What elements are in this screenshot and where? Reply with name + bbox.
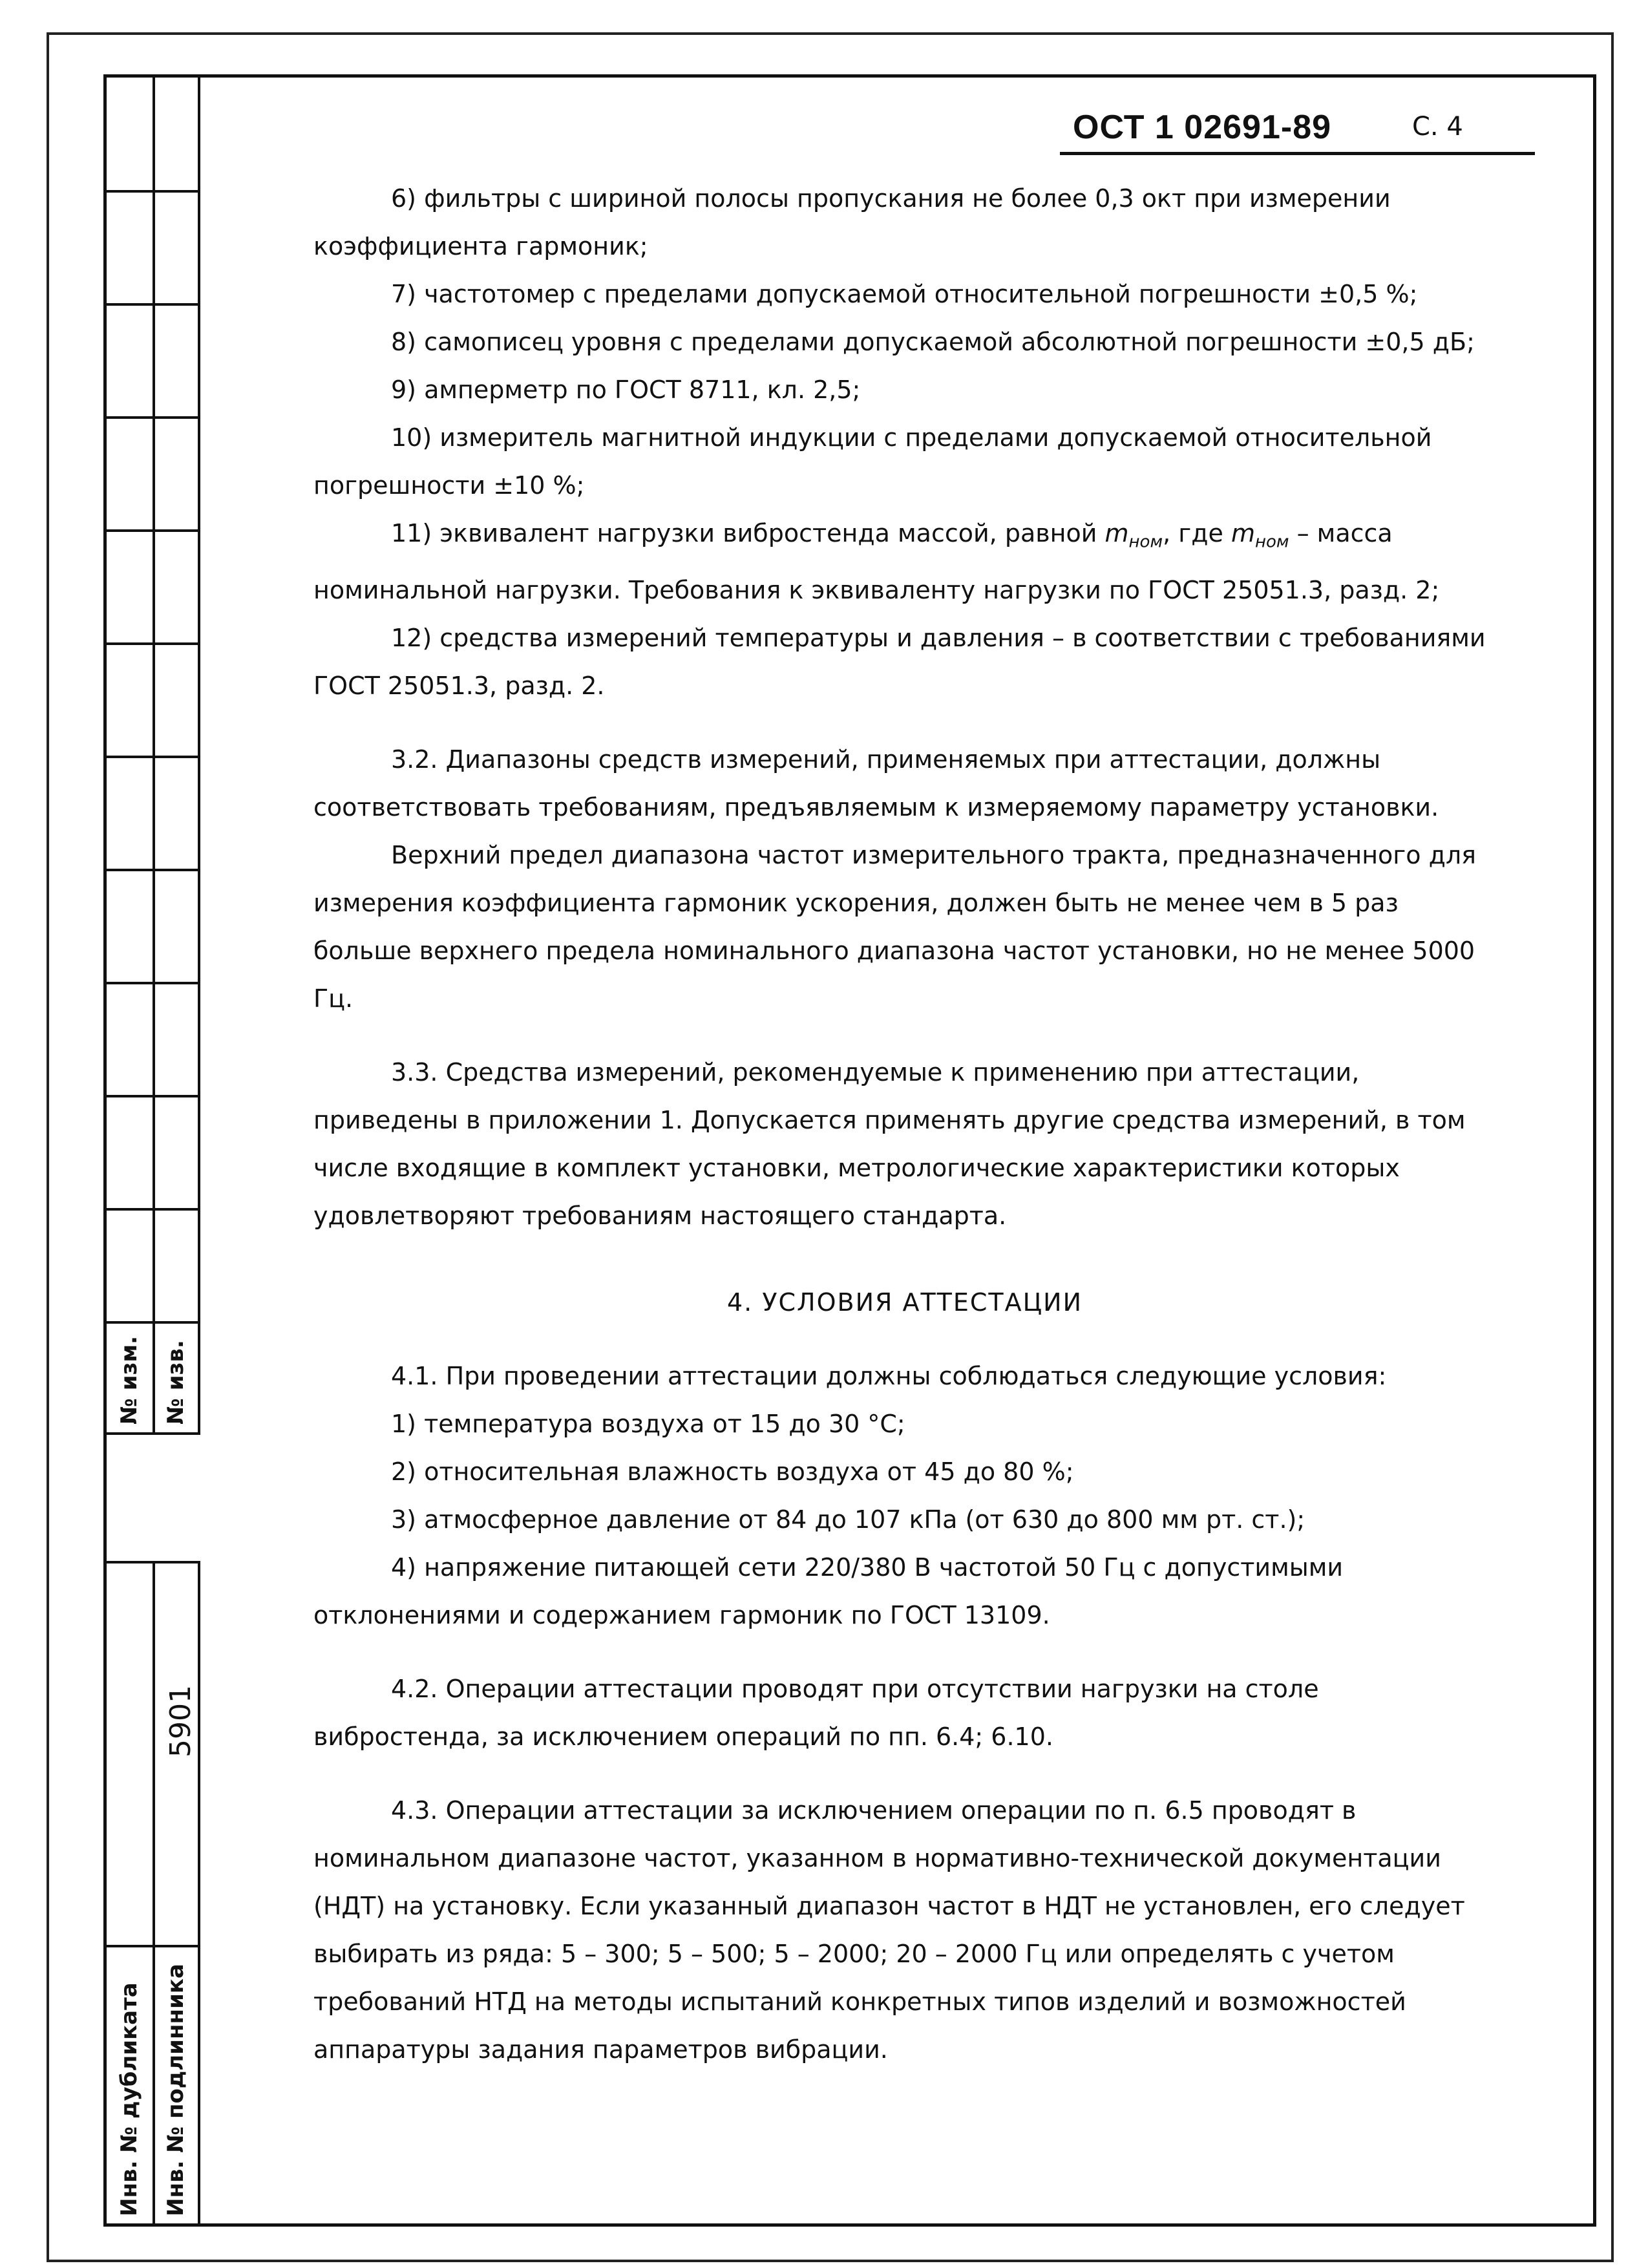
item-11-text-b: , где — [1163, 519, 1231, 547]
document-code: ОСТ 1 02691-89 — [1073, 109, 1332, 146]
stamp-line — [106, 1321, 198, 1324]
inv-podlinnika-label: Инв. № подлинника — [163, 1964, 189, 2216]
condition-4: 4) напряжение питающей сети 220/380 В частотой 50 Гц с допустимыми отклонениями и содержанием гармоник по ГОСТ 13109. — [313, 1553, 1344, 1629]
inv-number: 5901 — [164, 1685, 197, 1757]
item-7: 7) частотомер с пределами допускаемой относительной погрешности ±0,5 %; — [391, 280, 1418, 308]
clause-4-2: 4.2. Операции аттестации проводят при отсутствии нагрузки на столе вибростенда, за исключением операций по пп. 6.4; 6.10. — [313, 1674, 1319, 1751]
izm-label: № изм. — [116, 1335, 142, 1425]
spacer — [313, 1023, 1496, 1048]
clause-4-3: 4.3. Операции аттестации за исключением операции по п. 6.5 проводят в номинальном диапазоне частот, указанном в нормативно-технической документации (НДТ) на установку. Если указанный диапазон частот в НДТ не установлен, его следует выбирать из ряда: 5 – 300; 5 – 500; 5 – 2000; 20 – 2000 Гц или определять с учетом требований НТД на методы испытаний конкретных типов изделий и возможностей аппаратуры задания параметров вибрации. — [313, 1796, 1465, 2064]
stamp-divider — [153, 1563, 155, 2224]
mass-symbol: m — [1231, 519, 1255, 547]
spacer — [313, 1761, 1496, 1786]
stamp-line — [106, 1095, 198, 1097]
item-10: 10) измеритель магнитной индукции с пределами допускаемой относительной погрешности ±10 %; — [313, 423, 1432, 500]
mass-subscript: ном — [1254, 532, 1289, 552]
stamp-line — [106, 869, 198, 871]
item-9: 9) амперметр по ГОСТ 8711, кл. 2,5; — [391, 376, 861, 404]
item-12: 12) средства измерений температуры и давления – в соответствии с требованиями ГОСТ 25051.3, разд. 2. — [313, 623, 1486, 700]
clause-4-1: 4.1. При проведении аттестации должны соблюдаться следующие условия: — [391, 1361, 1387, 1390]
stamp-line — [106, 416, 198, 419]
mass-subscript: ном — [1128, 532, 1163, 552]
item-11-text-a: 11) эквивалент нагрузки вибростенда массой, равной — [391, 519, 1105, 547]
stamp-line — [106, 529, 198, 532]
mass-symbol: m — [1104, 519, 1129, 547]
stamp-divider — [153, 77, 155, 1432]
left-stamp-bottom — [103, 1561, 200, 2227]
item-11 — [313, 509, 1496, 614]
stamp-line — [106, 982, 198, 984]
inv-dublikata-label: Инв. № дубликата — [116, 1982, 142, 2216]
condition-3: 3) атмосферное давление от 84 до 107 кПа (от 630 до 800 мм рт. ст.); — [391, 1505, 1305, 1534]
spacer — [313, 1639, 1496, 1665]
item-6: 6) фильтры с шириной полосы пропускания не более 0,3 окт при измерении коэффициента гармоник; — [313, 184, 1391, 260]
page-header — [1060, 107, 1535, 155]
stamp-line — [106, 303, 198, 306]
page-number: С. 4 — [1412, 112, 1463, 142]
stamp-line — [106, 756, 198, 758]
stamp-line — [106, 1945, 198, 1947]
section-4-title: 4. УСЛОВИЯ АТТЕСТАЦИИ — [726, 1288, 1083, 1317]
item-8: 8) самописец уровня с пределами допускаемой абсолютной погрешности ±0,5 дБ; — [391, 328, 1475, 356]
stamp-line — [106, 1208, 198, 1211]
spacer — [313, 710, 1496, 736]
clause-3-3: 3.3. Средства измерений, рекомендуемые к применению при аттестации, приведены в приложении 1. Допускается применять другие средства измерений, в том числе входящие в комплект установки, метрологические характеристики которых удовлетворяют требованиям настоящего стандарта. — [313, 1057, 1466, 1230]
left-stamp-top — [103, 74, 200, 1435]
condition-1: 1) температура воздуха от 15 до 30 °С; — [391, 1409, 905, 1438]
item-11-text-c: – масса номинальной нагрузки. Требования к эквиваленту нагрузки по ГОСТ 25051.3, разд. 2; — [313, 519, 1440, 604]
stamp-line — [106, 642, 198, 645]
clause-3-2-b: Верхний предел диапазона частот измерительного тракта, предназначенного для измерения коэффициента гармоник ускорения, должен быть не менее чем в 5 раз больше верхнего предела номинального диапазона частот установки, но не менее 5000 Гц. — [313, 840, 1477, 1013]
clause-3-2: 3.2. Диапазоны средств измерений, применяемых при аттестации, должны соответствовать требованиям, предъявляемым к измеряемому параметру установки. — [313, 745, 1439, 821]
izv-label: № изв. — [163, 1340, 189, 1425]
document-body — [313, 175, 1496, 2073]
stamp-line — [106, 190, 198, 193]
condition-2: 2) относительная влажность воздуха от 45 до 80 %; — [391, 1457, 1074, 1486]
